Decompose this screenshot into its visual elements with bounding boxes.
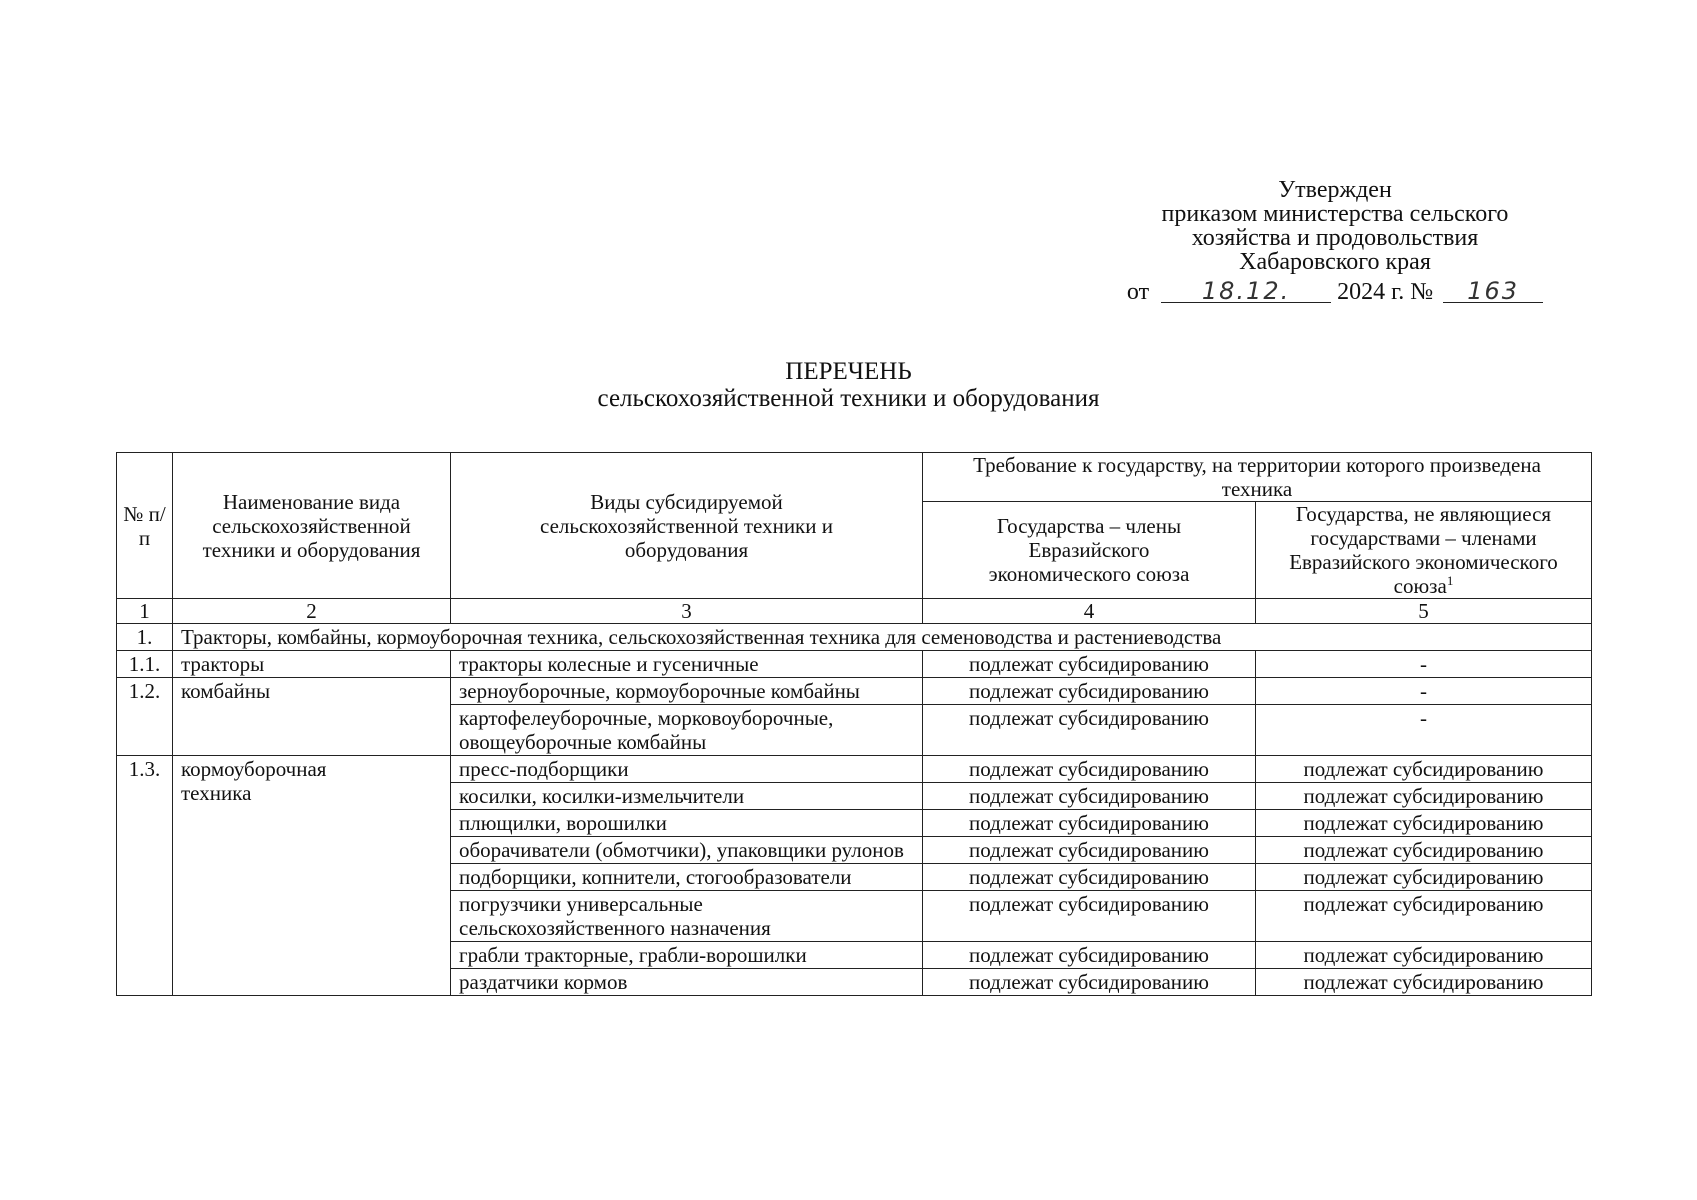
non-eaeu-requirement: - <box>1256 705 1592 756</box>
approval-block <box>1100 178 1570 304</box>
section-row <box>117 624 1592 651</box>
group-name: кормоуборочная техника <box>173 756 451 996</box>
group-num: 1.3. <box>117 756 173 996</box>
header-num: № п/п <box>117 453 173 599</box>
header-row-1 <box>117 453 1592 502</box>
non-eaeu-requirement: подлежат субсидированию <box>1256 783 1592 810</box>
non-eaeu-requirement: - <box>1256 678 1592 705</box>
header-eaeu: Государства – члены Евразийского экономического союза <box>923 502 1256 599</box>
section-num: 1. <box>117 624 173 651</box>
eaeu-requirement: подлежат субсидированию <box>923 891 1256 942</box>
header-name: Наименование вида сельскохозяйственной техники и оборудования <box>173 453 451 599</box>
equipment-type: раздатчики кормов <box>451 969 923 996</box>
group-num: 1.2. <box>117 678 173 756</box>
eaeu-requirement: подлежат субсидированию <box>923 651 1256 678</box>
equipment-type: грабли тракторные, грабли-ворошилки <box>451 942 923 969</box>
header-requirement: Требование к государству, на территории которого произведена техника <box>923 453 1592 502</box>
approval-line-4: Хабаровского края <box>1239 249 1431 275</box>
equipment-type: картофелеуборочные, морковоуборочные, овощеуборочные комбайны <box>451 705 923 756</box>
non-eaeu-requirement: подлежат субсидированию <box>1256 942 1592 969</box>
eaeu-requirement: подлежат субсидированию <box>923 942 1256 969</box>
table-row <box>117 756 1592 783</box>
approval-line-2: приказом министерства сельского <box>1161 201 1509 227</box>
column-number-4: 4 <box>923 599 1256 624</box>
group-num: 1.1. <box>117 651 173 678</box>
non-eaeu-requirement: - <box>1256 651 1592 678</box>
eaeu-requirement: подлежат субсидированию <box>923 969 1256 996</box>
non-eaeu-requirement: подлежат субсидированию <box>1256 837 1592 864</box>
non-eaeu-requirement: подлежат субсидированию <box>1256 810 1592 837</box>
equipment-type: погрузчики универсальные сельскохозяйственного назначения <box>451 891 923 942</box>
header-non-eaeu <box>1256 502 1592 599</box>
equipment-table <box>116 452 1592 996</box>
title-line-2: сельскохозяйственной техники и оборудования <box>597 385 1100 412</box>
eaeu-requirement: подлежат субсидированию <box>923 756 1256 783</box>
approval-line-3: хозяйства и продовольствия <box>1191 225 1479 251</box>
from-label: от <box>1126 279 1150 305</box>
header-types: Виды субсидируемой сельскохозяйственной техники и оборудования <box>451 453 923 599</box>
equipment-type: подборщики, копнители, стогообразователи <box>451 864 923 891</box>
eaeu-requirement: подлежат субсидированию <box>923 810 1256 837</box>
footnote-mark: 1 <box>1446 573 1454 588</box>
non-eaeu-requirement: подлежат субсидированию <box>1256 969 1592 996</box>
non-eaeu-requirement: подлежат субсидированию <box>1256 756 1592 783</box>
eaeu-requirement: подлежат субсидированию <box>923 864 1256 891</box>
group-name: тракторы <box>173 651 451 678</box>
eaeu-requirement: подлежат субсидированию <box>923 837 1256 864</box>
document-title <box>0 358 1697 412</box>
eaeu-requirement: подлежат субсидированию <box>923 705 1256 756</box>
approval-date-line <box>1100 277 1570 305</box>
eaeu-requirement: подлежат субсидированию <box>923 783 1256 810</box>
equipment-type: оборачиватели (обмотчики), упаковщики рулонов <box>451 837 923 864</box>
equipment-type: косилки, косилки-измельчители <box>451 783 923 810</box>
eaeu-requirement: подлежат субсидированию <box>923 678 1256 705</box>
year-number-label: 2024 г. № <box>1337 279 1434 305</box>
table-body <box>117 624 1592 996</box>
header-non-eaeu-text: Государства, не являющиеся государствами – членами Евразийского экономического союза <box>1289 502 1558 598</box>
equipment-type: пресс-подборщики <box>451 756 923 783</box>
equipment-type: плющилки, ворошилки <box>451 810 923 837</box>
column-number-1: 1 <box>117 599 173 624</box>
title-line-1: ПЕРЕЧЕНЬ <box>785 358 912 385</box>
equipment-type: тракторы колесные и гусеничные <box>451 651 923 678</box>
section-text: Тракторы, комбайны, кормоуборочная техника, сельскохозяйственная техника для семеноводства и растениеводства <box>173 624 1592 651</box>
handwritten-number: 163 <box>1443 280 1543 303</box>
table-row <box>117 651 1592 678</box>
column-number-5: 5 <box>1256 599 1592 624</box>
column-number-2: 2 <box>173 599 451 624</box>
column-number-row <box>117 599 1592 624</box>
approval-line-1: Утвержден <box>1278 177 1392 203</box>
group-name: комбайны <box>173 678 451 756</box>
table-row <box>117 678 1592 705</box>
non-eaeu-requirement: подлежат субсидированию <box>1256 864 1592 891</box>
non-eaeu-requirement: подлежат субсидированию <box>1256 891 1592 942</box>
column-number-3: 3 <box>451 599 923 624</box>
handwritten-date: 18.12. <box>1161 280 1331 303</box>
equipment-type: зерноуборочные, кормоуборочные комбайны <box>451 678 923 705</box>
